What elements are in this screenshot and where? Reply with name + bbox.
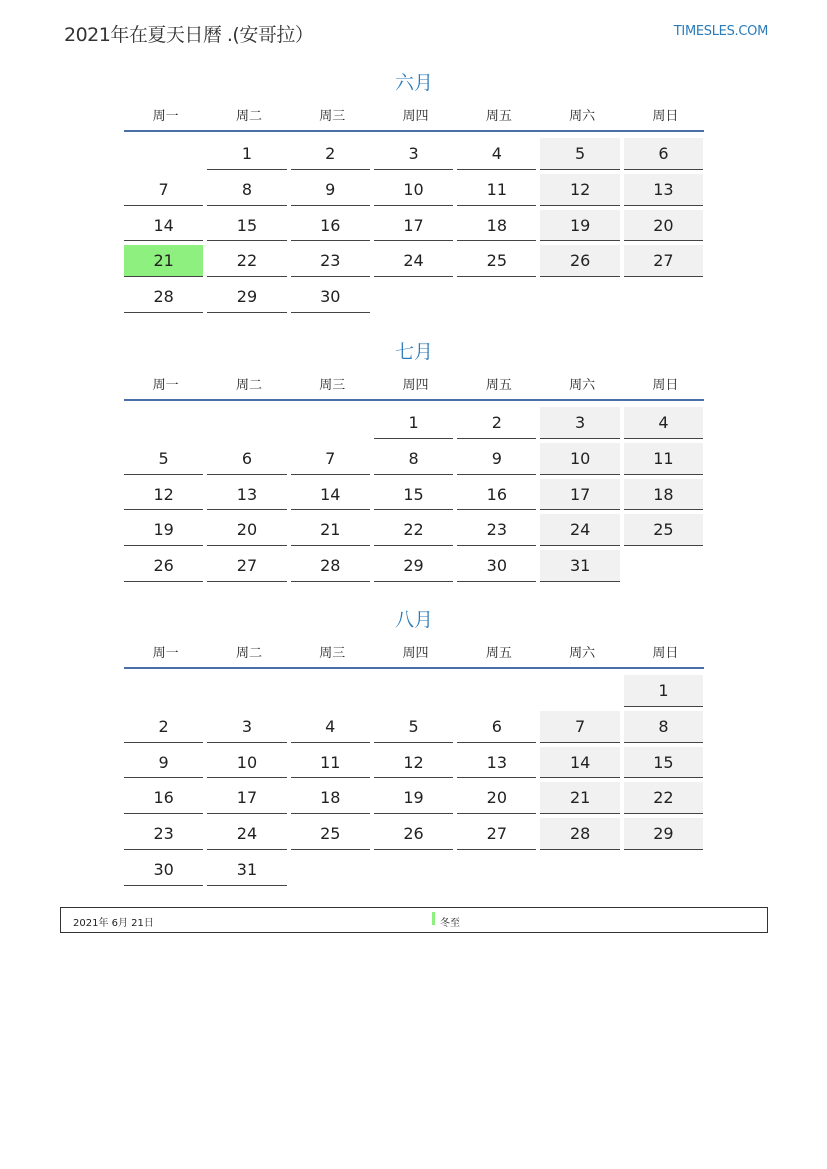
weekday-header-row <box>124 98 704 132</box>
day-number: 15 <box>624 747 703 779</box>
day-number: 28 <box>540 818 619 850</box>
day-cell[interactable] <box>124 780 207 816</box>
day-number: 28 <box>124 281 203 313</box>
day-cell[interactable] <box>374 816 457 852</box>
day-cell[interactable] <box>457 548 540 584</box>
day-cell[interactable] <box>624 477 707 513</box>
day-cell[interactable] <box>291 441 374 477</box>
day-cell[interactable] <box>207 780 290 816</box>
month-block-june <box>124 68 704 315</box>
weekday-label: 周六 <box>569 645 596 661</box>
day-cell[interactable] <box>457 243 540 279</box>
day-number: 11 <box>457 174 536 206</box>
day-cell[interactable] <box>207 477 290 513</box>
day-cell[interactable] <box>207 172 290 208</box>
day-cell[interactable] <box>457 780 540 816</box>
day-cell[interactable] <box>207 852 290 888</box>
day-number: 22 <box>207 245 286 277</box>
day-number: 1 <box>207 138 286 170</box>
weekday-label: 周一 <box>152 377 179 393</box>
day-number: 9 <box>291 174 370 206</box>
day-cell[interactable] <box>207 745 290 781</box>
day-cell[interactable] <box>124 512 207 548</box>
day-number: 16 <box>291 210 370 242</box>
day-number: 15 <box>207 210 286 242</box>
day-cell[interactable] <box>374 136 457 172</box>
day-number: 1 <box>624 675 703 707</box>
day-cell[interactable] <box>124 208 207 244</box>
empty-day-cell <box>457 673 540 709</box>
day-cell[interactable] <box>207 441 290 477</box>
day-cell[interactable] <box>540 172 623 208</box>
day-number: 5 <box>124 443 203 475</box>
day-number: 22 <box>624 782 703 814</box>
day-number: 21 <box>540 782 619 814</box>
day-cell[interactable] <box>207 709 290 745</box>
day-cell[interactable] <box>124 548 207 584</box>
weekday-label: 周日 <box>652 645 679 661</box>
day-cell[interactable] <box>291 745 374 781</box>
weekday-label: 周二 <box>235 377 262 393</box>
weekday-label: 周六 <box>569 377 596 393</box>
day-cell[interactable] <box>457 512 540 548</box>
day-grid <box>124 673 704 888</box>
day-cell[interactable] <box>374 441 457 477</box>
day-cell[interactable] <box>540 441 623 477</box>
day-number: 16 <box>457 479 536 511</box>
day-cell[interactable] <box>374 477 457 513</box>
day-number: 4 <box>457 138 536 170</box>
day-number: 9 <box>457 443 536 475</box>
day-cell[interactable] <box>624 441 707 477</box>
day-number: 15 <box>374 479 453 511</box>
day-cell[interactable] <box>124 709 207 745</box>
day-cell[interactable] <box>207 816 290 852</box>
day-number: 23 <box>457 514 536 546</box>
weekday-label: 周五 <box>485 108 512 124</box>
day-cell[interactable] <box>624 172 707 208</box>
day-number: 5 <box>540 138 619 170</box>
day-number: 25 <box>291 818 370 850</box>
day-cell[interactable] <box>624 745 707 781</box>
day-number: 10 <box>540 443 619 475</box>
day-number: 14 <box>124 210 203 242</box>
day-number: 2 <box>457 407 536 439</box>
month-title: 七月 <box>394 341 433 363</box>
day-cell[interactable] <box>624 709 707 745</box>
day-number: 8 <box>624 711 703 743</box>
day-cell[interactable] <box>624 136 707 172</box>
day-number: 2 <box>124 711 203 743</box>
day-number: 14 <box>291 479 370 511</box>
day-number: 10 <box>207 747 286 779</box>
weekday-label: 周三 <box>319 377 346 393</box>
weekday-label: 周六 <box>569 108 596 124</box>
day-number: 23 <box>291 245 370 277</box>
month-block-august <box>124 605 704 888</box>
day-cell[interactable] <box>540 477 623 513</box>
day-number: 3 <box>374 138 453 170</box>
empty-day-cell <box>291 673 374 709</box>
day-cell[interactable] <box>124 852 207 888</box>
weekday-label: 周日 <box>652 108 679 124</box>
day-number: 19 <box>540 210 619 242</box>
day-cell[interactable] <box>457 136 540 172</box>
day-number: 24 <box>374 245 453 277</box>
weekday-label: 周一 <box>152 108 179 124</box>
day-cell[interactable] <box>207 279 290 315</box>
day-number: 18 <box>457 210 536 242</box>
day-number: 27 <box>207 550 286 582</box>
day-number: 3 <box>540 407 619 439</box>
weekday-header-row <box>124 635 704 669</box>
day-number: 19 <box>124 514 203 546</box>
month-title: 六月 <box>394 72 433 94</box>
weekday-label: 周二 <box>235 645 262 661</box>
day-number: 23 <box>124 818 203 850</box>
day-cell[interactable] <box>457 441 540 477</box>
day-cell[interactable] <box>624 405 707 441</box>
day-cell[interactable] <box>624 816 707 852</box>
day-number: 14 <box>540 747 619 779</box>
empty-day-cell <box>374 673 457 709</box>
day-number: 6 <box>624 138 703 170</box>
day-number: 25 <box>624 514 703 546</box>
day-cell[interactable] <box>374 745 457 781</box>
holiday-legend <box>60 907 768 933</box>
day-number: 17 <box>207 782 286 814</box>
day-cell[interactable] <box>374 208 457 244</box>
day-cell[interactable] <box>291 548 374 584</box>
day-cell[interactable] <box>540 512 623 548</box>
day-number: 7 <box>291 443 370 475</box>
day-cell[interactable] <box>124 745 207 781</box>
weekday-label: 周五 <box>485 377 512 393</box>
day-number: 17 <box>540 479 619 511</box>
day-number: 20 <box>457 782 536 814</box>
day-number: 31 <box>540 550 619 582</box>
day-number: 20 <box>624 210 703 242</box>
day-cell[interactable] <box>291 172 374 208</box>
day-grid <box>124 136 704 315</box>
day-cell[interactable] <box>207 548 290 584</box>
day-cell[interactable] <box>624 673 707 709</box>
day-cell[interactable] <box>374 243 457 279</box>
day-number: 13 <box>624 174 703 206</box>
day-number: 8 <box>207 174 286 206</box>
day-cell[interactable] <box>540 745 623 781</box>
day-cell[interactable] <box>457 405 540 441</box>
day-cell[interactable] <box>540 136 623 172</box>
day-cell[interactable] <box>540 816 623 852</box>
weekday-label: 周四 <box>402 377 429 393</box>
day-number: 30 <box>291 281 370 313</box>
holiday-day-cell[interactable] <box>124 243 207 279</box>
empty-day-cell <box>207 405 290 441</box>
day-cell[interactable] <box>540 405 623 441</box>
day-cell[interactable] <box>624 243 707 279</box>
page-title: 2021年在夏天日曆 .(安哥拉） <box>64 24 314 46</box>
day-cell[interactable] <box>540 208 623 244</box>
day-number: 24 <box>540 514 619 546</box>
day-number: 1 <box>374 407 453 439</box>
day-cell[interactable] <box>374 512 457 548</box>
day-number: 26 <box>540 245 619 277</box>
day-cell[interactable] <box>207 136 290 172</box>
day-cell[interactable] <box>291 477 374 513</box>
day-number: 9 <box>124 747 203 779</box>
day-number: 20 <box>207 514 286 546</box>
empty-day-cell <box>124 405 207 441</box>
day-cell[interactable] <box>374 172 457 208</box>
day-number: 7 <box>124 174 203 206</box>
day-number: 12 <box>540 174 619 206</box>
day-number: 31 <box>207 854 286 886</box>
day-number: 7 <box>540 711 619 743</box>
day-number: 11 <box>624 443 703 475</box>
day-cell[interactable] <box>291 208 374 244</box>
weekday-label: 周五 <box>485 645 512 661</box>
day-cell[interactable] <box>540 709 623 745</box>
empty-day-cell <box>207 673 290 709</box>
day-number: 12 <box>124 479 203 511</box>
day-number: 18 <box>624 479 703 511</box>
day-number: 2 <box>291 138 370 170</box>
month-title: 八月 <box>394 609 433 631</box>
day-number: 6 <box>207 443 286 475</box>
day-cell[interactable] <box>124 477 207 513</box>
day-cell[interactable] <box>540 780 623 816</box>
day-cell[interactable] <box>291 512 374 548</box>
holiday-date: 2021年 6月 21日 <box>73 918 154 929</box>
day-number: 30 <box>124 854 203 886</box>
day-cell[interactable] <box>457 172 540 208</box>
day-cell[interactable] <box>207 243 290 279</box>
day-number: 22 <box>374 514 453 546</box>
day-cell[interactable] <box>374 709 457 745</box>
holiday-color-marker <box>432 912 435 925</box>
day-cell[interactable] <box>291 279 374 315</box>
day-cell[interactable] <box>291 816 374 852</box>
day-cell[interactable] <box>540 243 623 279</box>
day-cell[interactable] <box>624 780 707 816</box>
day-cell[interactable] <box>374 548 457 584</box>
day-number: 29 <box>207 281 286 313</box>
day-number: 26 <box>124 550 203 582</box>
day-cell[interactable] <box>457 709 540 745</box>
day-number: 11 <box>291 747 370 779</box>
site-link[interactable]: TIMESLES.COM <box>673 24 768 39</box>
weekday-label: 周日 <box>652 377 679 393</box>
day-number: 8 <box>374 443 453 475</box>
day-number: 13 <box>207 479 286 511</box>
day-cell[interactable] <box>457 477 540 513</box>
day-number: 13 <box>457 747 536 779</box>
empty-day-cell <box>124 136 207 172</box>
day-cell[interactable] <box>457 745 540 781</box>
weekday-label: 周三 <box>319 108 346 124</box>
day-number: 28 <box>291 550 370 582</box>
weekday-label: 周二 <box>235 108 262 124</box>
empty-day-cell <box>124 673 207 709</box>
day-number: 24 <box>207 818 286 850</box>
day-cell[interactable] <box>207 512 290 548</box>
day-number: 27 <box>457 818 536 850</box>
day-cell[interactable] <box>207 208 290 244</box>
day-cell[interactable] <box>540 548 623 584</box>
day-number: 18 <box>291 782 370 814</box>
day-number: 30 <box>457 550 536 582</box>
day-number: 29 <box>374 550 453 582</box>
day-number: 27 <box>624 245 703 277</box>
day-cell[interactable] <box>124 441 207 477</box>
day-cell[interactable] <box>124 279 207 315</box>
day-cell[interactable] <box>291 709 374 745</box>
day-number: 5 <box>374 711 453 743</box>
empty-day-cell <box>540 673 623 709</box>
holiday-name: 冬至 <box>440 918 460 929</box>
day-number: 21 <box>291 514 370 546</box>
day-cell[interactable] <box>374 780 457 816</box>
weekday-label: 周三 <box>319 645 346 661</box>
day-number: 3 <box>207 711 286 743</box>
day-cell[interactable] <box>291 136 374 172</box>
weekday-label: 周四 <box>402 108 429 124</box>
day-number: 25 <box>457 245 536 277</box>
month-block-july <box>124 337 704 584</box>
day-cell[interactable] <box>457 816 540 852</box>
day-cell[interactable] <box>124 172 207 208</box>
day-number: 12 <box>374 747 453 779</box>
day-cell[interactable] <box>291 780 374 816</box>
day-number: 10 <box>374 174 453 206</box>
day-number: 17 <box>374 210 453 242</box>
day-cell[interactable] <box>624 512 707 548</box>
day-number: 29 <box>624 818 703 850</box>
day-cell[interactable] <box>124 816 207 852</box>
day-cell[interactable] <box>374 405 457 441</box>
day-number: 26 <box>374 818 453 850</box>
day-cell[interactable] <box>624 208 707 244</box>
day-number: 4 <box>624 407 703 439</box>
day-number: 21 <box>124 245 203 277</box>
day-number: 6 <box>457 711 536 743</box>
day-number: 4 <box>291 711 370 743</box>
weekday-label: 周一 <box>152 645 179 661</box>
day-cell[interactable] <box>457 208 540 244</box>
day-cell[interactable] <box>291 243 374 279</box>
day-number: 16 <box>124 782 203 814</box>
weekday-label: 周四 <box>402 645 429 661</box>
day-number: 19 <box>374 782 453 814</box>
empty-day-cell <box>291 405 374 441</box>
day-grid <box>124 405 704 584</box>
weekday-header-row <box>124 367 704 401</box>
